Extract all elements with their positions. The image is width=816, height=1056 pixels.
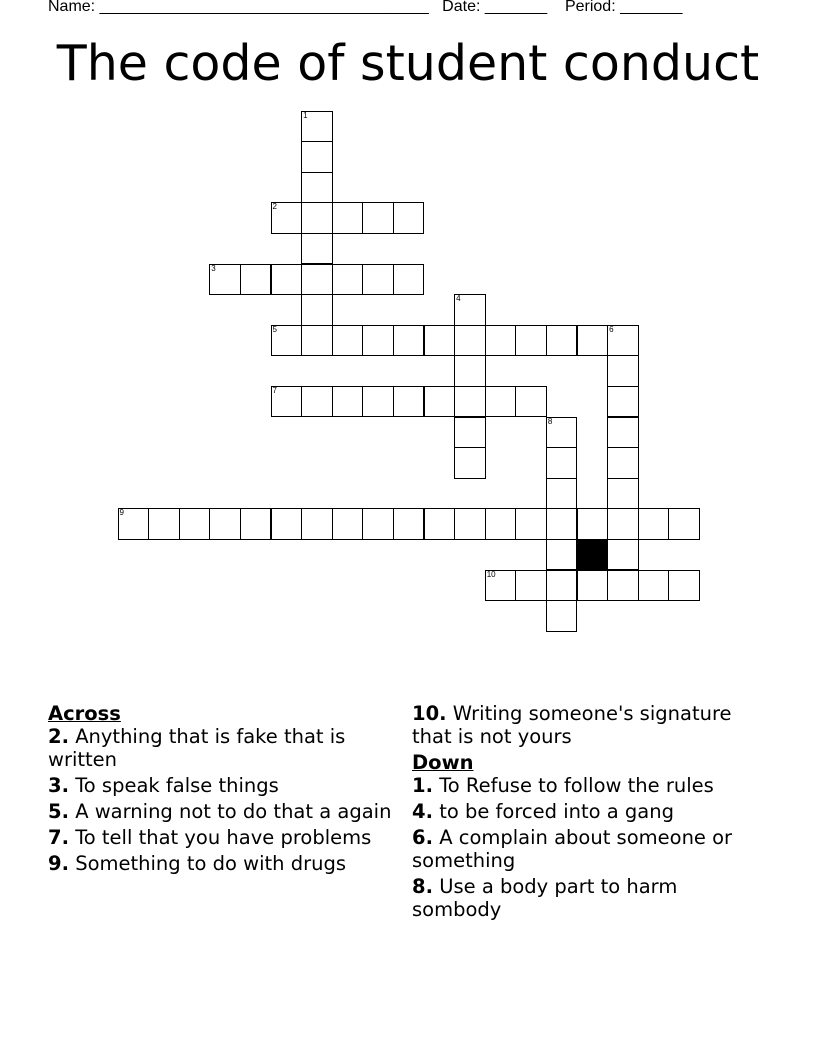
crossword-cell[interactable] [485, 386, 517, 418]
crossword-cell[interactable] [362, 264, 394, 296]
page-title: The code of student conduct [56, 35, 760, 92]
crossword-cell[interactable] [301, 325, 333, 357]
crossword-cell[interactable] [148, 508, 180, 540]
crossword-cell[interactable] [332, 264, 364, 296]
clue-number: 2. [48, 725, 69, 748]
crossword-cell[interactable] [546, 325, 578, 357]
down-clue [412, 800, 768, 823]
crossword-cell[interactable] [515, 570, 547, 602]
clue-text: to be forced into a gang [439, 800, 674, 823]
clues-left-column [48, 702, 393, 878]
crossword-cell[interactable] [454, 294, 486, 326]
across-heading: Across [48, 702, 121, 725]
crossword-cell[interactable] [362, 386, 394, 418]
clue-text: Use a body part to harm sombody [412, 875, 678, 921]
crossword-cell[interactable] [209, 264, 241, 296]
crossword-cell[interactable] [515, 325, 547, 357]
crossword-cell[interactable] [271, 386, 303, 418]
crossword-cell[interactable] [424, 508, 456, 540]
crossword-cell[interactable] [393, 508, 425, 540]
clue-number: 3. [48, 774, 69, 797]
crossword-cell[interactable] [118, 508, 150, 540]
crossword-cell[interactable] [577, 508, 609, 540]
clue-number-label: 2 [272, 202, 277, 212]
crossword-cell[interactable] [546, 508, 578, 540]
clue-text: A warning not to do that a again [75, 800, 392, 823]
crossword-cell[interactable] [393, 202, 425, 234]
name-label: Name: [48, 0, 96, 15]
clue-text: A complain about someone or something [412, 826, 733, 872]
crossword-cell[interactable] [546, 539, 578, 571]
crossword-cell[interactable] [515, 386, 547, 418]
crossword-cell[interactable] [546, 600, 578, 632]
date-blank[interactable]: _______ [484, 0, 548, 15]
across-clue [48, 826, 393, 849]
crossword-cell[interactable] [546, 417, 578, 449]
crossword-cell[interactable] [638, 508, 670, 540]
crossword-cell[interactable] [332, 386, 364, 418]
crossword-cell[interactable] [607, 325, 639, 357]
crossword-cell[interactable] [424, 325, 456, 357]
crossword-cell[interactable] [454, 417, 486, 449]
crossword-cell[interactable] [546, 447, 578, 479]
clue-number: 5. [48, 800, 69, 823]
crossword-cell[interactable] [271, 264, 303, 296]
crossword-cell[interactable] [454, 447, 486, 479]
crossword-cell[interactable] [485, 325, 517, 357]
crossword-cell[interactable] [607, 570, 639, 602]
crossword-cell[interactable] [362, 325, 394, 357]
clue-number-label: 7 [272, 385, 277, 395]
crossword-cell[interactable] [179, 508, 211, 540]
clue-number: 6. [412, 826, 433, 849]
crossword-cell[interactable] [301, 508, 333, 540]
crossword-cell[interactable] [301, 264, 333, 296]
crossword-cell[interactable] [271, 325, 303, 357]
clue-number: 9. [48, 852, 69, 875]
crossword-cell[interactable] [485, 570, 517, 602]
crossword-cell[interactable] [454, 355, 486, 387]
period-label: Period: [564, 0, 616, 15]
clue-number-label: 6 [609, 324, 614, 334]
clue-number-label: 5 [272, 324, 277, 334]
clue-number-label: 8 [547, 416, 553, 426]
crossword-cell[interactable] [362, 508, 394, 540]
across-clue [48, 725, 393, 771]
name-blank[interactable]: _____________________________________ [99, 0, 429, 15]
crossword-cell[interactable] [209, 508, 241, 540]
crossword-cell[interactable] [607, 386, 639, 418]
crossword-cell[interactable] [607, 355, 639, 387]
crossword-cell[interactable] [607, 447, 639, 479]
crossword-cell[interactable] [577, 570, 609, 602]
crossword-cell[interactable] [301, 233, 333, 265]
crossword-cell[interactable] [607, 539, 639, 571]
crossword-cell[interactable] [546, 478, 578, 510]
crossword-cell[interactable] [577, 325, 609, 357]
clue-text: To Refuse to follow the rules [439, 774, 714, 797]
crossword-cell[interactable] [271, 202, 303, 234]
crossword-cell[interactable] [240, 264, 272, 296]
crossword-cell[interactable] [301, 141, 333, 173]
crossword-cell[interactable] [301, 202, 333, 234]
crossword-cell[interactable] [393, 325, 425, 357]
date-label: Date: [442, 0, 481, 15]
crossword-cell[interactable] [485, 508, 517, 540]
clue-number: 7. [48, 826, 69, 849]
crossword-cell[interactable] [332, 202, 364, 234]
crossword-cell[interactable] [362, 202, 394, 234]
crossword-cell[interactable] [515, 508, 547, 540]
clue-number-label: 9 [119, 508, 124, 518]
crossword-cell[interactable] [454, 508, 486, 540]
period-blank[interactable]: _______ [620, 0, 683, 15]
crossword-cell[interactable] [271, 508, 303, 540]
crossword-cell[interactable] [332, 325, 364, 357]
clue-number: 1. [412, 774, 433, 797]
crossword-cell[interactable] [301, 294, 333, 326]
down-clue [412, 774, 768, 797]
clues-right-column [412, 702, 768, 924]
crossword-cell[interactable] [424, 386, 456, 418]
crossword-cell[interactable] [454, 325, 486, 357]
crossword-cell[interactable] [393, 386, 425, 418]
across-clue [48, 774, 393, 797]
crossword-black-cell [577, 539, 609, 571]
crossword-cell[interactable] [301, 386, 333, 418]
down-clue [412, 875, 768, 921]
clue-number: 4. [412, 800, 433, 823]
clue-text: To speak false things [75, 774, 279, 797]
down-heading: Down [412, 751, 474, 774]
clue-text: Writing someone's signature that is not yours [412, 702, 732, 748]
crossword-cell[interactable] [668, 570, 700, 602]
crossword-cell[interactable] [301, 172, 333, 204]
crossword-cell[interactable] [607, 417, 639, 449]
crossword-cell[interactable] [668, 508, 700, 540]
clue-number: 10. [412, 702, 447, 725]
clue-number: 8. [412, 875, 433, 898]
crossword-cell[interactable] [607, 508, 639, 540]
crossword-cell[interactable] [638, 570, 670, 602]
crossword-cell[interactable] [454, 386, 486, 418]
across-clue [412, 702, 768, 748]
across-clue [48, 852, 393, 875]
crossword-cell[interactable] [332, 508, 364, 540]
crossword-cell[interactable] [546, 570, 578, 602]
clue-number-label: 3 [211, 263, 216, 273]
clue-number-label: 4 [456, 294, 461, 304]
clue-number-label: 10 [486, 569, 496, 579]
crossword-cell[interactable] [393, 264, 425, 296]
clue-number-label: 1 [303, 110, 308, 120]
crossword-cell[interactable] [607, 478, 639, 510]
crossword-cell[interactable] [240, 508, 272, 540]
clue-text: Anything that is fake that is written [48, 725, 346, 771]
clue-text: Something to do with drugs [75, 852, 346, 875]
down-clue [412, 826, 768, 872]
crossword-cell[interactable] [301, 111, 333, 143]
across-clue [48, 800, 393, 823]
clue-text: To tell that you have problems [75, 826, 372, 849]
